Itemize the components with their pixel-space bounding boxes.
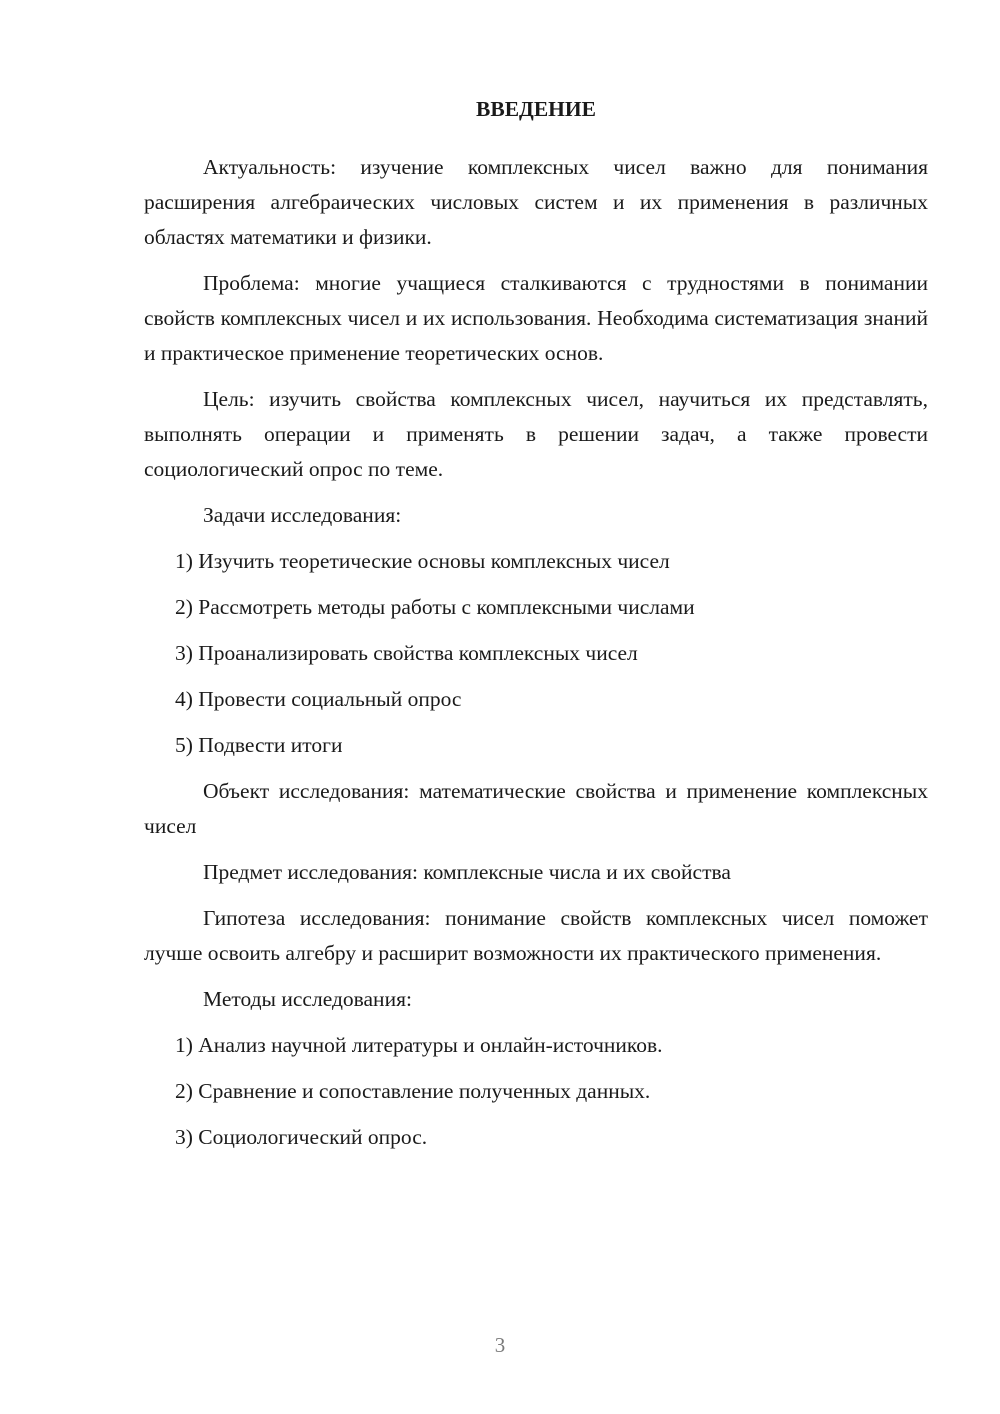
tasks-heading: Задачи исследования: [203,503,402,527]
tasks-list [144,544,928,763]
list-item: 2) Сравнение и сопоставление полученных данных. [175,1079,651,1103]
subject-paragraph: Предмет исследования: комплексные числа и их свойства [203,860,731,884]
methods-list [144,1028,928,1155]
object-paragraph: Объект исследования: математические свойства и применение комплексных чисел [144,779,928,838]
document-page [144,92,928,1166]
list-item: 2) Рассмотреть методы работы с комплексными числами [175,595,695,619]
list-item: 1) Изучить теоретические основы комплексных чисел [175,549,670,573]
list-item: 3) Социологический опрос. [175,1125,428,1149]
goal-paragraph: Цель: изучить свойства комплексных чисел, научиться их представлять, выполнять операции и применять в решении задач, а также провести социологический опрос по теме. [144,387,928,481]
section-title: ВВЕДЕНИЕ [476,97,596,121]
list-item: 3) Проанализировать свойства комплексных чисел [175,641,638,665]
list-item: 4) Провести социальный опрос [175,687,462,711]
methods-heading: Методы исследования: [203,987,412,1011]
relevance-paragraph: Актуальность: изучение комплексных чисел важно для понимания расширения алгебраических числовых систем и их применения в различных областях математики и физики. [144,155,928,249]
problem-paragraph: Проблема: многие учащиеся сталкиваются с трудностями в понимании свойств комплексных чисел и их использования. Необходима систематизация знаний и практическое применение теоретических основ. [144,271,928,365]
list-item: 1) Анализ научной литературы и онлайн-источников. [175,1033,663,1057]
list-item: 5) Подвести итоги [175,733,343,757]
hypothesis-paragraph: Гипотеза исследования: понимание свойств комплексных чисел поможет лучше освоить алгебру и расширит возможности их практического применения. [144,906,928,965]
page-number: 3 [494,1333,506,1357]
